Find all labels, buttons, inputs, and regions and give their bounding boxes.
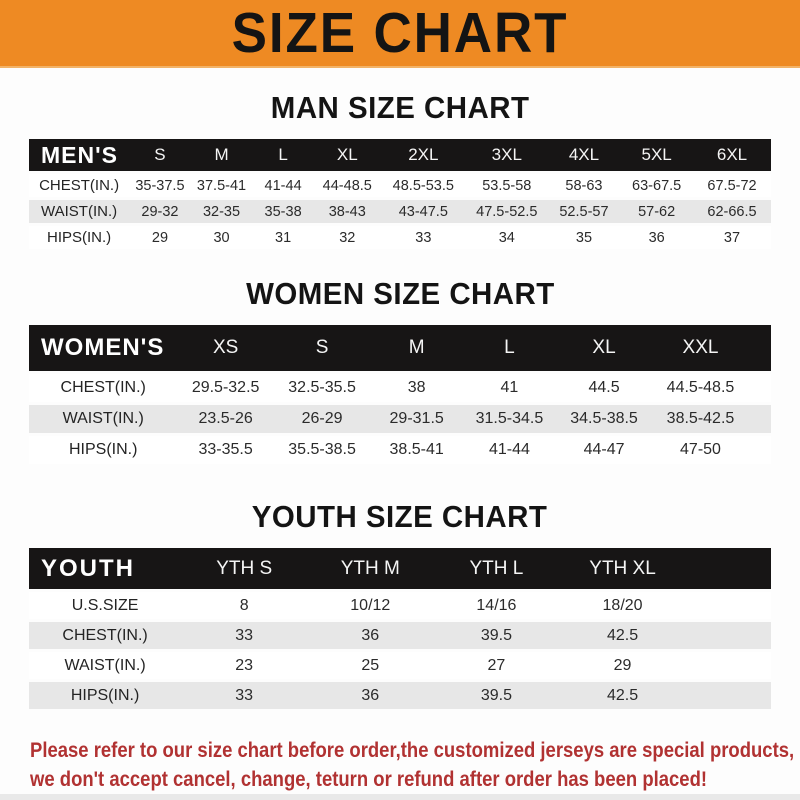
page-title: SIZE CHART bbox=[231, 0, 569, 65]
men-waist-row bbox=[29, 200, 771, 223]
men-size-s: S bbox=[129, 139, 191, 171]
women-hips-cell: 35.5-38.5 bbox=[274, 436, 370, 464]
youth-ussize-cell: 10/12 bbox=[307, 592, 433, 619]
men-size-6xl: 6XL bbox=[693, 139, 771, 171]
youth-header-label: YOUTH bbox=[29, 548, 181, 589]
women-chest-cell: 44.5 bbox=[556, 374, 652, 402]
youth-heading-wrap bbox=[0, 501, 800, 532]
women-chest-filler bbox=[749, 374, 771, 402]
men-header-label: MEN'S bbox=[29, 139, 129, 171]
youth-chest-row bbox=[29, 622, 771, 649]
men-hips-row bbox=[29, 226, 771, 249]
men-chest-row bbox=[29, 174, 771, 197]
women-waist-cell: 26-29 bbox=[274, 405, 370, 433]
men-size-table bbox=[29, 136, 771, 252]
youth-size-l: YTH L bbox=[433, 548, 559, 589]
men-chest-cell: 53.5-58 bbox=[466, 174, 548, 197]
size-chart-banner bbox=[0, 0, 800, 68]
men-size-3xl: 3XL bbox=[466, 139, 548, 171]
men-section-heading: MAN SIZE CHART bbox=[270, 90, 530, 125]
women-waist-cell: 38.5-42.5 bbox=[652, 405, 748, 433]
men-waist-label: WAIST(IN.) bbox=[29, 200, 129, 223]
youth-chest-cell: 33 bbox=[181, 622, 307, 649]
men-chest-cell: 58-63 bbox=[548, 174, 621, 197]
women-size-xxl: XXL bbox=[652, 325, 748, 371]
men-hips-cell: 35 bbox=[548, 226, 621, 249]
men-hips-cell: 29 bbox=[129, 226, 191, 249]
youth-waist-cell: 25 bbox=[307, 652, 433, 679]
men-size-l: L bbox=[252, 139, 314, 171]
youth-size-m: YTH M bbox=[307, 548, 433, 589]
women-chest-cell: 41 bbox=[463, 374, 556, 402]
youth-header-row bbox=[29, 548, 771, 589]
women-hips-cell: 41-44 bbox=[463, 436, 556, 464]
men-waist-cell: 47.5-52.5 bbox=[466, 200, 548, 223]
men-hips-cell: 34 bbox=[466, 226, 548, 249]
youth-hips-row bbox=[29, 682, 771, 709]
youth-waist-row bbox=[29, 652, 771, 679]
disclaimer-line-2: we don't accept cancel, change, teturn or refund after order has been placed! bbox=[30, 768, 708, 791]
women-header-row bbox=[29, 325, 771, 371]
men-size-4xl: 4XL bbox=[548, 139, 621, 171]
youth-waist-label: WAIST(IN.) bbox=[29, 652, 181, 679]
women-section-heading: WOMEN SIZE CHART bbox=[245, 276, 555, 311]
women-hips-row bbox=[29, 436, 771, 464]
women-chest-cell: 29.5-32.5 bbox=[177, 374, 273, 402]
youth-waist-filler bbox=[686, 652, 771, 679]
women-header-filler bbox=[749, 325, 771, 371]
women-header-label: WOMEN'S bbox=[29, 325, 177, 371]
youth-hips-cell: 39.5 bbox=[433, 682, 559, 709]
women-hips-cell: 33-35.5 bbox=[177, 436, 273, 464]
women-hips-cell: 38.5-41 bbox=[370, 436, 463, 464]
women-chest-label: CHEST(IN.) bbox=[29, 374, 177, 402]
women-chest-cell: 38 bbox=[370, 374, 463, 402]
youth-hips-label: HIPS(IN.) bbox=[29, 682, 181, 709]
men-waist-cell: 32-35 bbox=[191, 200, 253, 223]
women-hips-cell: 47-50 bbox=[652, 436, 748, 464]
men-hips-cell: 30 bbox=[191, 226, 253, 249]
men-size-2xl: 2XL bbox=[381, 139, 466, 171]
women-size-l: L bbox=[463, 325, 556, 371]
men-waist-cell: 57-62 bbox=[620, 200, 693, 223]
youth-ussize-filler bbox=[686, 592, 771, 619]
bottom-edge-strip bbox=[0, 794, 800, 800]
youth-ussize-row bbox=[29, 592, 771, 619]
men-hips-cell: 36 bbox=[620, 226, 693, 249]
youth-size-s: YTH S bbox=[181, 548, 307, 589]
women-waist-label: WAIST(IN.) bbox=[29, 405, 177, 433]
men-chest-cell: 37.5-41 bbox=[191, 174, 253, 197]
youth-header-filler bbox=[686, 548, 771, 589]
men-hips-cell: 37 bbox=[693, 226, 771, 249]
youth-ussize-label: U.S.SIZE bbox=[29, 592, 181, 619]
women-heading-wrap bbox=[0, 278, 800, 309]
women-size-xl: XL bbox=[556, 325, 652, 371]
women-hips-filler bbox=[749, 436, 771, 464]
men-waist-cell: 62-66.5 bbox=[693, 200, 771, 223]
men-chest-cell: 41-44 bbox=[252, 174, 314, 197]
men-hips-cell: 32 bbox=[314, 226, 381, 249]
women-waist-cell: 34.5-38.5 bbox=[556, 405, 652, 433]
women-size-xs: XS bbox=[177, 325, 273, 371]
women-chest-row bbox=[29, 374, 771, 402]
men-chest-cell: 48.5-53.5 bbox=[381, 174, 466, 197]
men-header-row bbox=[29, 139, 771, 171]
women-waist-cell: 23.5-26 bbox=[177, 405, 273, 433]
women-waist-filler bbox=[749, 405, 771, 433]
men-chest-cell: 44-48.5 bbox=[314, 174, 381, 197]
men-chest-cell: 35-37.5 bbox=[129, 174, 191, 197]
men-heading-wrap bbox=[0, 92, 800, 123]
women-waist-cell: 29-31.5 bbox=[370, 405, 463, 433]
women-size-s: S bbox=[274, 325, 370, 371]
youth-hips-filler bbox=[686, 682, 771, 709]
youth-hips-cell: 36 bbox=[307, 682, 433, 709]
men-chest-cell: 67.5-72 bbox=[693, 174, 771, 197]
youth-size-xl: YTH XL bbox=[559, 548, 685, 589]
men-hips-cell: 33 bbox=[381, 226, 466, 249]
men-waist-cell: 43-47.5 bbox=[381, 200, 466, 223]
youth-chest-label: CHEST(IN.) bbox=[29, 622, 181, 649]
women-size-table bbox=[29, 322, 771, 467]
youth-ussize-cell: 18/20 bbox=[559, 592, 685, 619]
youth-waist-cell: 29 bbox=[559, 652, 685, 679]
men-chest-cell: 63-67.5 bbox=[620, 174, 693, 197]
men-size-xl: XL bbox=[314, 139, 381, 171]
men-waist-cell: 29-32 bbox=[129, 200, 191, 223]
men-size-5xl: 5XL bbox=[620, 139, 693, 171]
youth-hips-cell: 42.5 bbox=[559, 682, 685, 709]
youth-chest-cell: 39.5 bbox=[433, 622, 559, 649]
youth-waist-cell: 27 bbox=[433, 652, 559, 679]
youth-hips-cell: 33 bbox=[181, 682, 307, 709]
women-chest-cell: 44.5-48.5 bbox=[652, 374, 748, 402]
women-waist-row bbox=[29, 405, 771, 433]
men-hips-cell: 31 bbox=[252, 226, 314, 249]
youth-section-heading: YOUTH SIZE CHART bbox=[252, 499, 548, 534]
men-waist-cell: 52.5-57 bbox=[548, 200, 621, 223]
men-hips-label: HIPS(IN.) bbox=[29, 226, 129, 249]
youth-chest-filler bbox=[686, 622, 771, 649]
women-hips-cell: 44-47 bbox=[556, 436, 652, 464]
men-waist-cell: 38-43 bbox=[314, 200, 381, 223]
men-waist-cell: 35-38 bbox=[252, 200, 314, 223]
men-size-m: M bbox=[191, 139, 253, 171]
youth-ussize-cell: 14/16 bbox=[433, 592, 559, 619]
youth-size-table bbox=[29, 545, 771, 712]
women-size-m: M bbox=[370, 325, 463, 371]
youth-waist-cell: 23 bbox=[181, 652, 307, 679]
disclaimer-line-1: Please refer to our size chart before order,the customized jerseys are special products, bbox=[30, 739, 795, 762]
women-chest-cell: 32.5-35.5 bbox=[274, 374, 370, 402]
youth-ussize-cell: 8 bbox=[181, 592, 307, 619]
women-waist-cell: 31.5-34.5 bbox=[463, 405, 556, 433]
women-hips-label: HIPS(IN.) bbox=[29, 436, 177, 464]
youth-chest-cell: 42.5 bbox=[559, 622, 685, 649]
disclaimer bbox=[30, 736, 800, 794]
men-chest-label: CHEST(IN.) bbox=[29, 174, 129, 197]
youth-chest-cell: 36 bbox=[307, 622, 433, 649]
